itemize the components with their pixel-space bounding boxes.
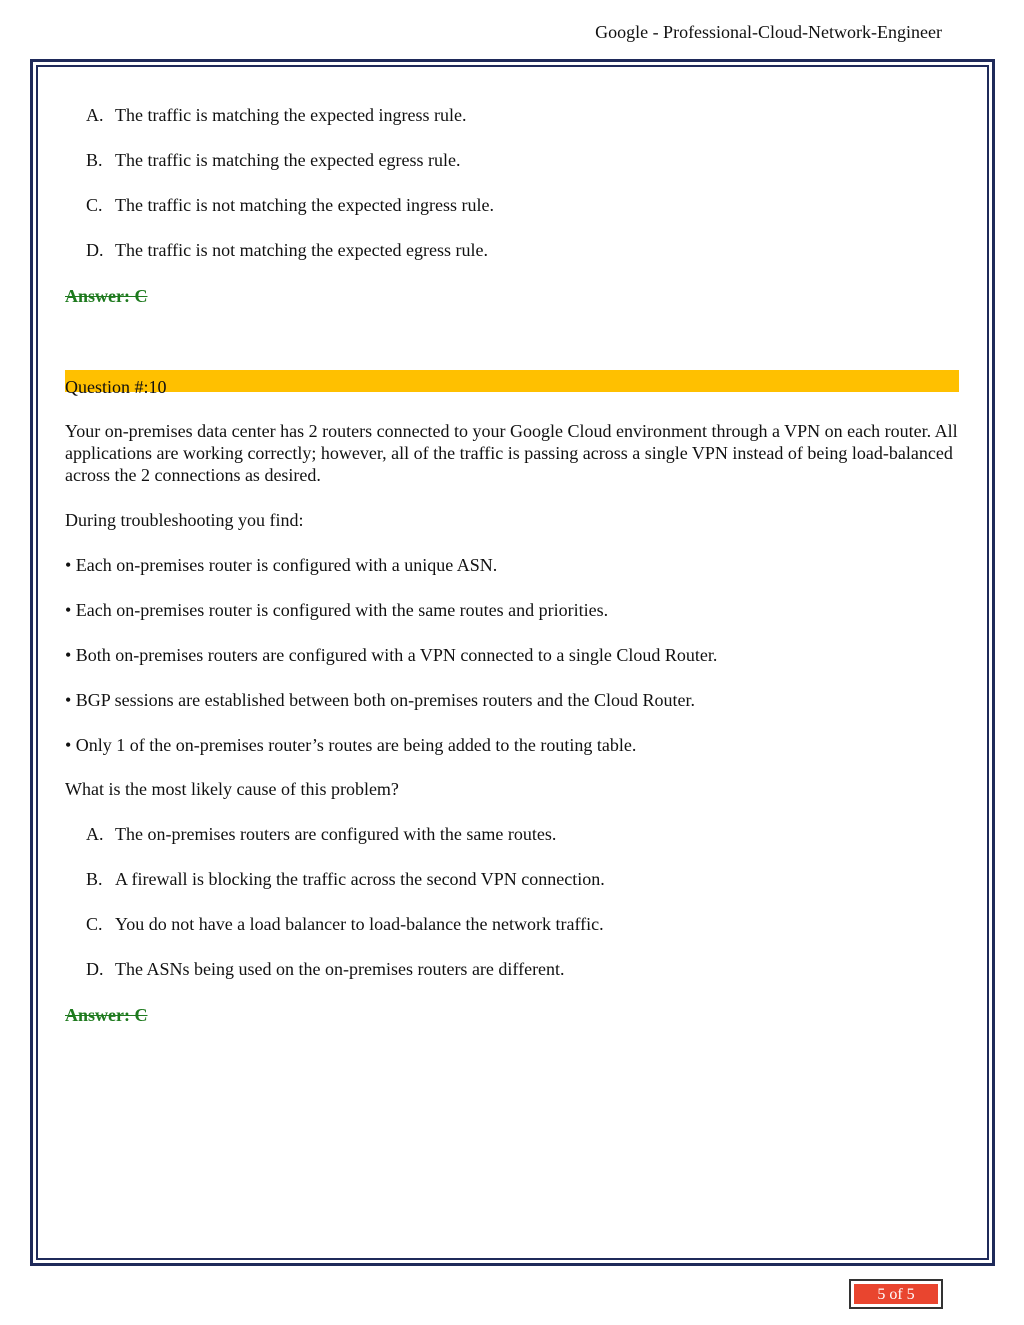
option-c: C. You do not have a load balancer to load-balance the network traffic. — [86, 914, 604, 934]
finding-item: • Each on-premises router is configured with a unique ASN. — [65, 555, 498, 575]
prev-answer: Answer: C — [65, 286, 148, 306]
question-prompt: What is the most likely cause of this problem? — [65, 779, 399, 799]
prev-option-d: D. The traffic is not matching the expected egress rule. — [86, 240, 489, 260]
finding-item: • Only 1 of the on-premises router’s routes are being added to the routing table. — [65, 735, 637, 755]
document-header-title: Google - Professional-Cloud-Network-Engineer — [595, 22, 942, 42]
prev-option-a: A. The traffic is matching the expected ingress rule. — [86, 105, 467, 125]
option-a: A. The on-premises routers are configured with the same routes. — [86, 824, 557, 844]
prev-option-b: B. The traffic is matching the expected egress rule. — [86, 150, 461, 170]
question-number-bar — [65, 370, 959, 397]
option-d: D. The ASNs being used on the on-premises routers are different. — [86, 959, 565, 979]
question-answer: Answer: C — [65, 1005, 148, 1025]
finding-item: • Both on-premises routers are configured with a VPN connected to a single Cloud Router. — [65, 645, 718, 665]
question-number-label: Question #:10 — [65, 377, 167, 397]
finding-item: • BGP sessions are established between both on-premises routers and the Cloud Router. — [65, 690, 696, 710]
page-number: 5 of 5 — [854, 1284, 938, 1304]
question-intro: During troubleshooting you find: — [65, 510, 304, 530]
option-b: B. A firewall is blocking the traffic across the second VPN connection. — [86, 869, 605, 889]
prev-option-c: C. The traffic is not matching the expected ingress rule. — [86, 195, 495, 215]
finding-item: • Each on-premises router is configured with the same routes and priorities. — [65, 600, 609, 620]
page-number-box — [849, 1279, 943, 1309]
question-body: Your on-premises data center has 2 routers connected to your Google Cloud environment through a VPN on each router. All applications are working correctly; however, all of the traffic is passing across a single VPN instead of being load-balanced across the 2 connections as desired. — [65, 421, 958, 485]
